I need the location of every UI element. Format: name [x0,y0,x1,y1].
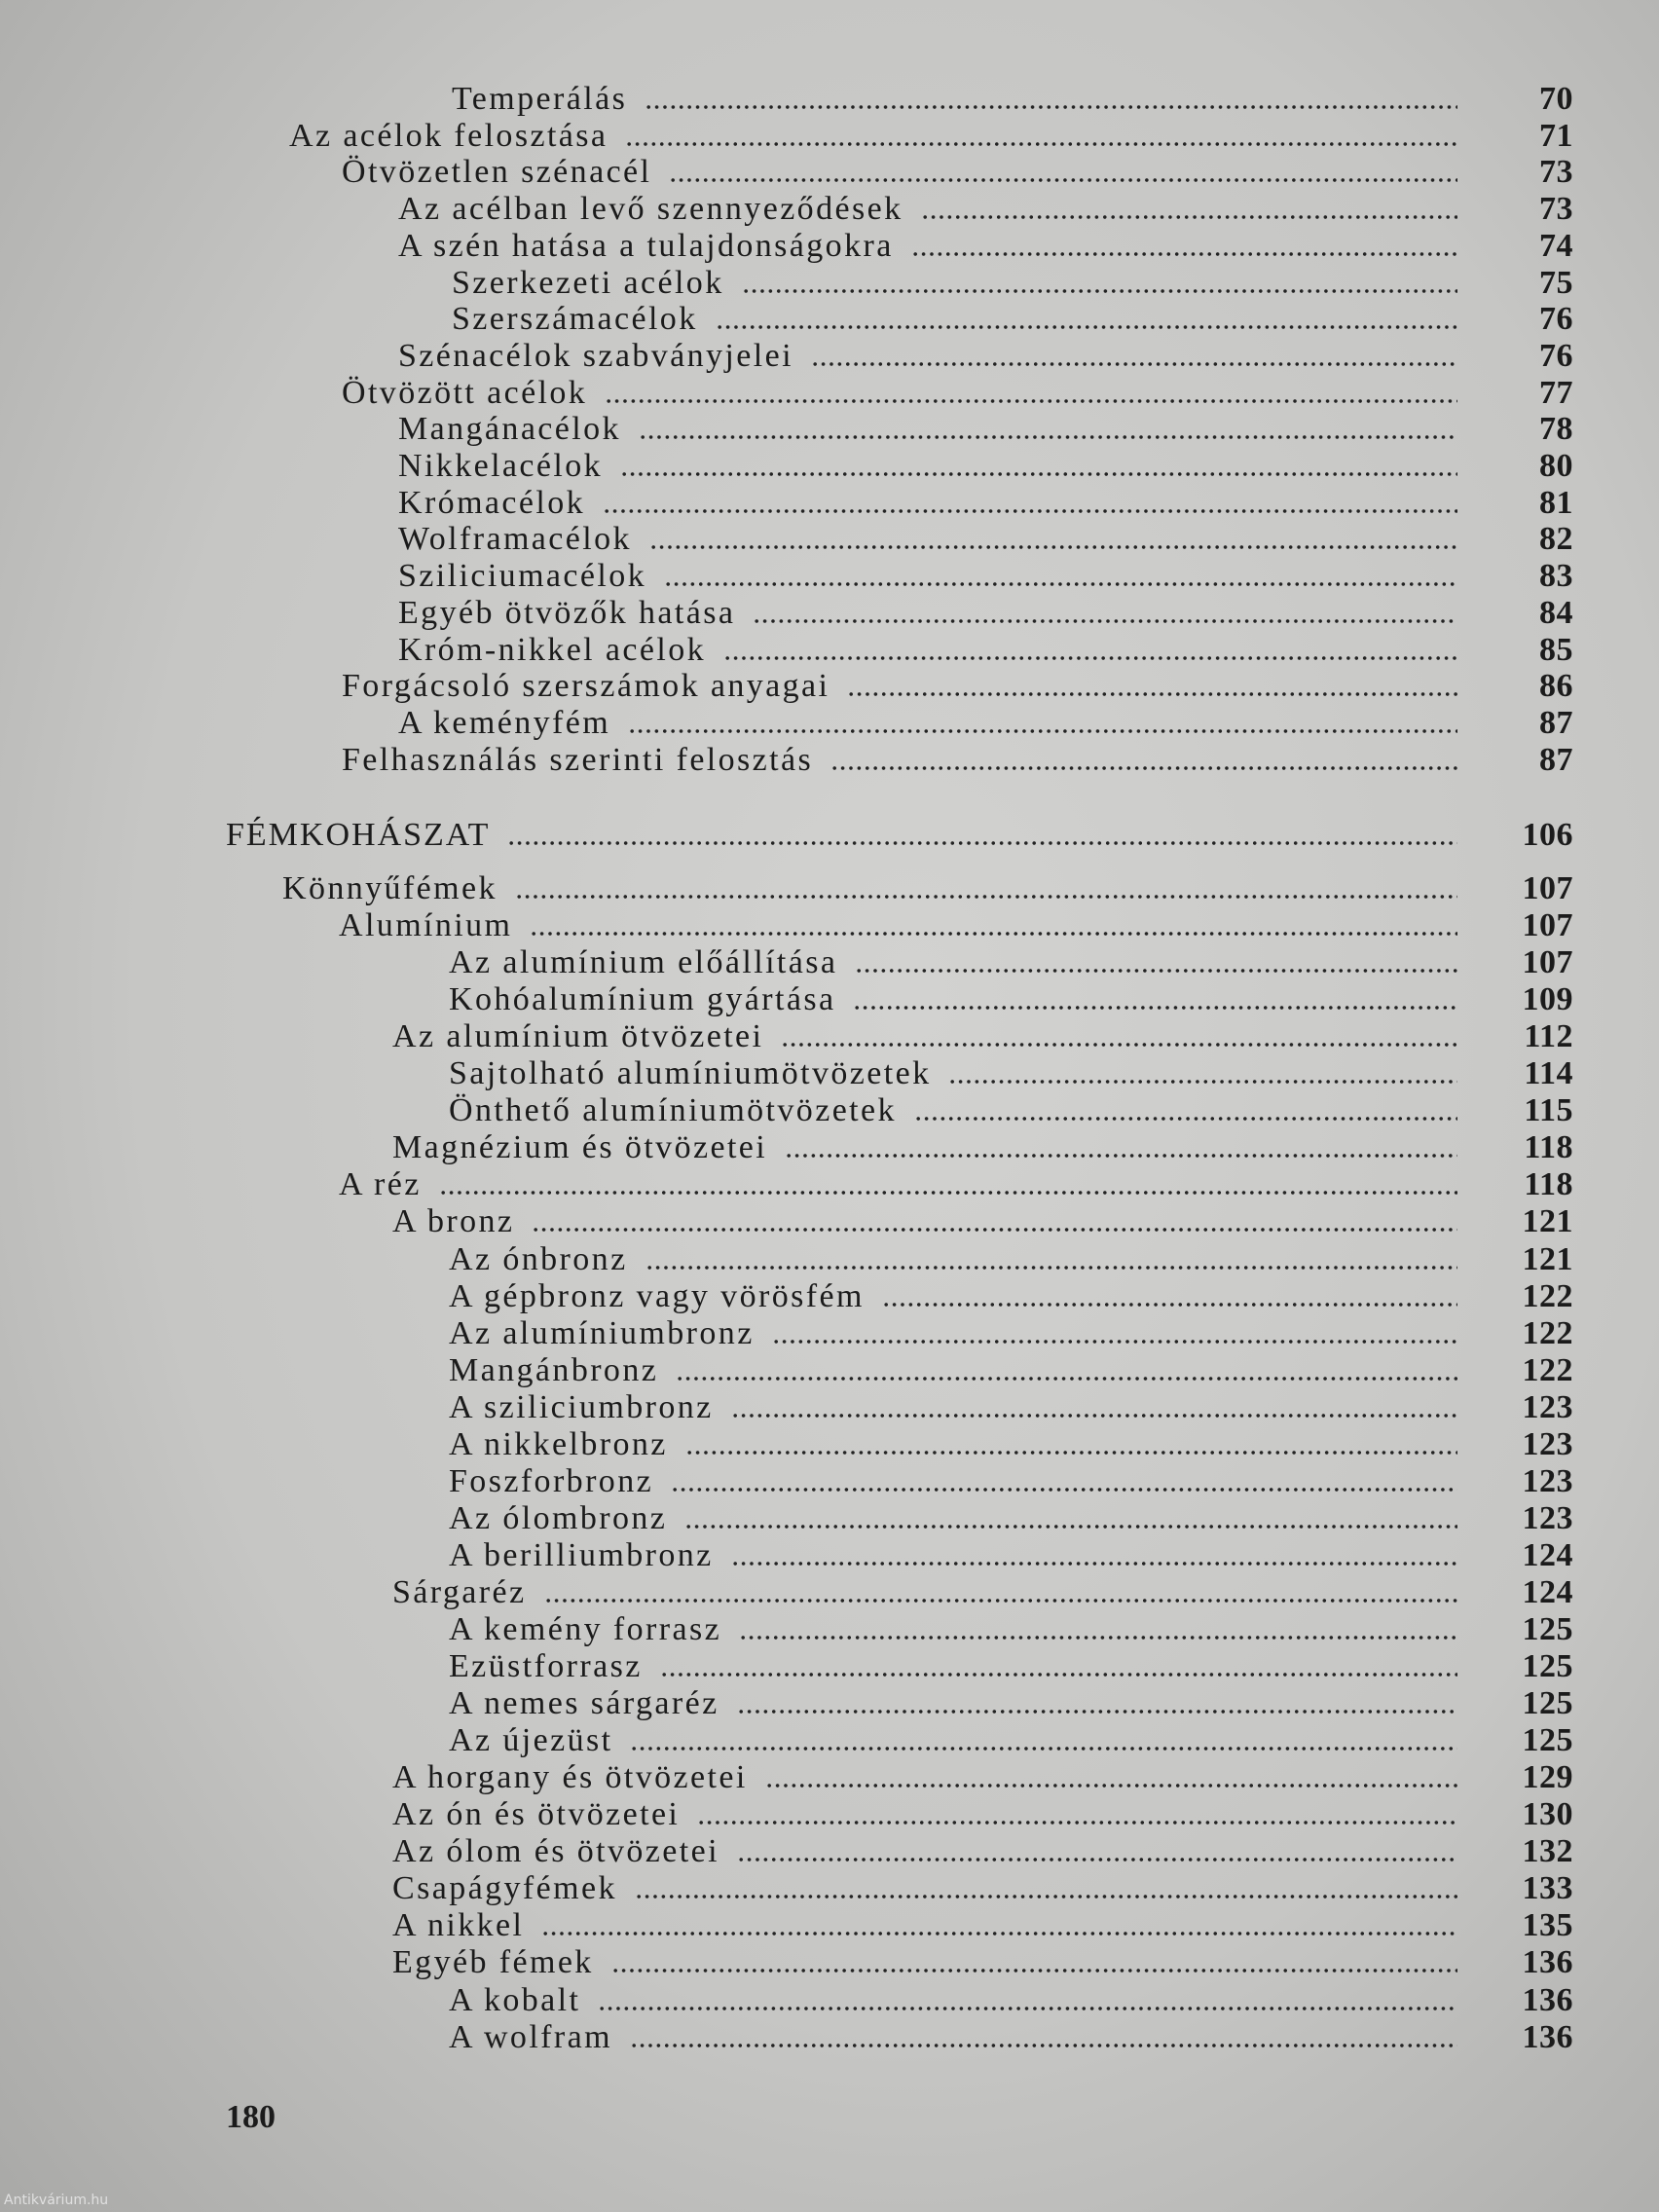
dot-leader [598,2006,1457,2011]
entry-title: A berilliumbronz [449,1536,714,1573]
entry-page-number: 125 [1522,1611,1573,1647]
entry-title: Ötvözetlen szénacél [342,154,652,191]
entry-page-number: 83 [1539,558,1573,595]
entry-title: Az acélok felosztása [289,117,608,154]
entry-page-number: 71 [1539,117,1573,154]
toc-entry [392,1943,1457,1982]
dot-leader [685,1450,1457,1456]
entry-page-number: 85 [1539,631,1573,668]
dot-leader [544,1598,1457,1604]
entry-title: Az ólombronz [449,1499,668,1536]
toc-entry [449,943,1457,982]
entry-page-number: 133 [1522,1870,1573,1907]
entry-title: Csapágyfémek [392,1870,617,1907]
entry-title: Az újezüst [449,1722,613,1759]
dot-leader [914,1116,1457,1122]
dot-leader [660,1672,1457,1677]
dot-leader [645,104,1457,110]
entry-title: Ezüstforrasz [449,1648,643,1685]
entry-page-number: 78 [1539,411,1573,448]
dot-leader [731,1561,1457,1567]
dot-leader [611,1968,1457,1973]
toc-entry [449,1684,1457,1723]
entry-page-number: 123 [1522,1388,1573,1425]
entry-page-number: 122 [1522,1277,1573,1314]
toc-entry [398,484,1457,523]
entry-title: Felhasználás szerinti felosztás [342,741,814,778]
entry-title: Magnézium és ötvözetei [392,1129,768,1166]
dot-leader [785,1153,1457,1159]
toc-entry [449,1647,1457,1686]
toc-entry [342,153,1457,192]
dot-leader [669,177,1457,183]
entry-page-number: 77 [1539,374,1573,411]
dot-leader [882,1302,1457,1308]
entry-page-number: 118 [1524,1129,1573,1166]
dot-leader [753,618,1457,624]
dot-leader [603,508,1457,514]
toc-entry [398,190,1457,229]
dot-leader [739,1635,1457,1641]
entry-title: A gépbronz vagy vörösfém [449,1277,865,1314]
toc-entry [449,1091,1457,1130]
entry-page-number: 129 [1522,1759,1573,1796]
dot-leader [630,1746,1457,1751]
toc-entry [449,2018,1457,2057]
dot-leader [671,1487,1457,1493]
entry-title: Foszforbronz [449,1462,654,1499]
dot-leader [723,655,1457,661]
toc-entry [342,741,1457,780]
entry-title: Szénacélok szabványjelei [398,337,793,374]
dot-leader [847,691,1457,697]
dot-leader [541,1931,1457,1936]
entry-page-number: 107 [1522,870,1573,906]
toc-entry [449,1277,1457,1316]
dot-leader [664,581,1457,587]
toc-entry [339,1165,1457,1204]
toc-entry [452,264,1457,303]
entry-page-number: 73 [1539,191,1573,228]
entry-title: Temperálás [452,81,628,117]
entry-page-number: 125 [1522,1685,1573,1722]
toc-entry [342,667,1457,706]
toc-entry [449,1721,1457,1760]
entry-page-number: 122 [1522,1314,1573,1351]
entry-title: A keményfém [398,704,611,741]
dot-leader [948,1079,1457,1085]
dot-leader [507,840,1457,846]
toc-entry [449,1981,1457,2020]
entry-title: A sziliciumbronz [449,1388,714,1425]
toc-entry [392,1202,1457,1241]
dot-leader [645,1265,1457,1271]
entry-page-number: 125 [1522,1722,1573,1759]
entry-title: Az ón és ötvözetei [392,1796,681,1833]
entry-page-number: 73 [1539,154,1573,191]
toc-entry [398,557,1457,596]
dot-leader [439,1190,1457,1196]
toc-entry [392,1573,1457,1612]
dot-leader [830,765,1457,771]
toc-entry [392,1832,1457,1871]
toc-entry [398,337,1457,376]
entry-title: Az alumínium ötvözetei [392,1018,764,1055]
entry-page-number: 136 [1522,1981,1573,2018]
entry-page-number: 118 [1524,1166,1573,1203]
entry-page-number: 123 [1522,1462,1573,1499]
entry-title: Az ónbronz [449,1240,628,1277]
toc-entry [398,704,1457,743]
entry-page-number: 121 [1522,1203,1573,1240]
entry-page-number: 75 [1539,264,1573,301]
toc-entry [398,594,1457,633]
entry-title: Egyéb fémek [392,1944,594,1981]
dot-leader [853,1005,1457,1011]
entry-title: Szerszámacélok [452,301,698,338]
entry-title: A szén hatása a tulajdonságokra [398,227,894,264]
entry-page-number: 76 [1539,337,1573,374]
toc-entry [449,980,1457,1019]
dot-leader [532,1227,1457,1233]
entry-title: Króm-nikkel acélok [398,631,707,668]
toc-entry [398,520,1457,559]
page-number: 180 [226,2099,276,2135]
toc-entry [339,906,1457,945]
watermark: Antikvárium.hu [4,2193,109,2208]
dot-leader [855,968,1457,974]
entry-title: Az acélban levő szennyeződések [398,191,903,228]
entry-title: Egyéb ötvözők hatása [398,594,736,631]
dot-leader [620,471,1457,477]
entry-title: A réz [339,1166,422,1203]
entry-title: A kemény forrasz [449,1611,722,1647]
toc-entry [398,447,1457,486]
toc-entry [449,1240,1457,1279]
entry-page-number: 87 [1539,741,1573,778]
toc-entry [452,300,1457,339]
toc-entry [449,1536,1457,1575]
entry-title: A horgany és ötvözetei [392,1759,748,1796]
entry-page-number: 107 [1522,907,1573,944]
dot-leader [697,1820,1457,1825]
toc-entry [398,227,1457,266]
entry-title: Krómacélok [398,484,586,521]
toc-entry [392,1795,1457,1834]
entry-page-number: 106 [1522,817,1573,853]
entry-page-number: 109 [1522,981,1573,1018]
entry-title: Sajtolható alumíniumötvözetek [449,1055,932,1092]
entry-page-number: 87 [1539,704,1573,741]
toc-entry [392,1906,1457,1945]
dot-leader [737,1709,1457,1714]
entry-title: Önthető alumíniumötvözetek [449,1092,897,1129]
toc-entry [392,1017,1457,1056]
entry-page-number: 81 [1539,484,1573,521]
dot-leader [515,894,1457,900]
toc-entry [392,1758,1457,1797]
entry-page-number: 123 [1522,1499,1573,1536]
dot-leader [605,398,1457,404]
entry-title: Nikkelacélok [398,448,604,484]
dot-leader [630,2043,1457,2048]
toc-entry [282,869,1457,908]
entry-title: A bronz [392,1203,515,1240]
entry-page-number: 135 [1522,1907,1573,1944]
dot-leader [676,1376,1457,1382]
entry-title: Az ólom és ötvözetei [392,1833,719,1870]
entry-title: Mangánbronz [449,1351,659,1388]
dot-leader [772,1339,1457,1345]
toc-entry [449,1054,1457,1093]
dot-leader [731,1413,1457,1419]
entry-page-number: 132 [1522,1833,1573,1870]
entry-title: Sziliciumacélok [398,558,647,595]
toc-entry [289,117,1457,156]
toc-entry [392,1869,1457,1908]
entry-title: Wolframacélok [398,521,632,558]
entry-page-number: 130 [1522,1796,1573,1833]
entry-title: Az alumínium előállítása [449,944,838,981]
toc-entry [342,374,1457,413]
toc-entry [452,80,1457,119]
entry-title: Mangánacélok [398,411,621,448]
dot-leader [684,1524,1457,1530]
entry-title: Forgácsoló szerszámok anyagai [342,668,830,705]
entry-page-number: 114 [1524,1055,1573,1092]
entry-page-number: 74 [1539,227,1573,264]
dot-leader [649,544,1457,550]
dot-leader [811,361,1457,367]
entry-page-number: 115 [1524,1092,1573,1129]
entry-page-number: 84 [1539,594,1573,631]
entry-title: Könnyűfémek [282,870,498,906]
dot-leader [716,324,1457,330]
dot-leader [628,728,1457,734]
entry-page-number: 112 [1524,1018,1573,1055]
entry-title: A nikkelbronz [449,1425,668,1462]
entry-page-number: 121 [1522,1240,1573,1277]
toc-entry [449,1610,1457,1649]
entry-title: A nemes sárgaréz [449,1685,719,1722]
entry-page-number: 124 [1522,1536,1573,1573]
toc-entry [392,1128,1457,1167]
entry-page-number: 86 [1539,668,1573,705]
section-heading [226,816,1457,855]
entry-title: Alumínium [339,907,513,944]
dot-leader [737,1857,1457,1862]
entry-page-number: 136 [1522,2018,1573,2055]
entry-page-number: 124 [1522,1573,1573,1610]
toc-entry [449,1425,1457,1464]
dot-leader [530,931,1457,937]
toc-entry [449,1351,1457,1390]
entry-page-number: 125 [1522,1648,1573,1685]
entry-title: Kohóalumínium gyártása [449,981,836,1018]
entry-title: Sárgaréz [392,1573,527,1610]
toc-entry [449,1388,1457,1427]
dot-leader [635,1894,1457,1899]
dot-leader [742,288,1457,294]
entry-page-number: 82 [1539,521,1573,558]
entry-page-number: 123 [1522,1425,1573,1462]
entry-title: Szerkezeti acélok [452,264,724,301]
dot-leader [639,434,1457,440]
toc-entry [449,1462,1457,1501]
entry-title: A wolfram [449,2018,612,2055]
dot-leader [625,141,1457,147]
entry-page-number: 76 [1539,301,1573,338]
entry-title: Az alumíniumbronz [449,1314,755,1351]
toc-entry [398,410,1457,449]
entry-title: Ötvözött acélok [342,374,588,411]
toc-entry [449,1499,1457,1538]
dot-leader [921,214,1458,220]
entry-page-number: 107 [1522,944,1573,981]
toc-entry [449,1314,1457,1353]
dot-leader [781,1042,1457,1048]
entry-title: A nikkel [392,1907,525,1944]
entry-page-number: 70 [1539,81,1573,117]
entry-page-number: 136 [1522,1944,1573,1981]
dot-leader [765,1783,1457,1788]
entry-page-number: 122 [1522,1351,1573,1388]
entry-title: A kobalt [449,1981,581,2018]
toc-entry [398,631,1457,670]
entry-title: FÉMKOHÁSZAT [226,817,491,853]
entry-page-number: 80 [1539,448,1573,484]
dot-leader [911,251,1457,257]
